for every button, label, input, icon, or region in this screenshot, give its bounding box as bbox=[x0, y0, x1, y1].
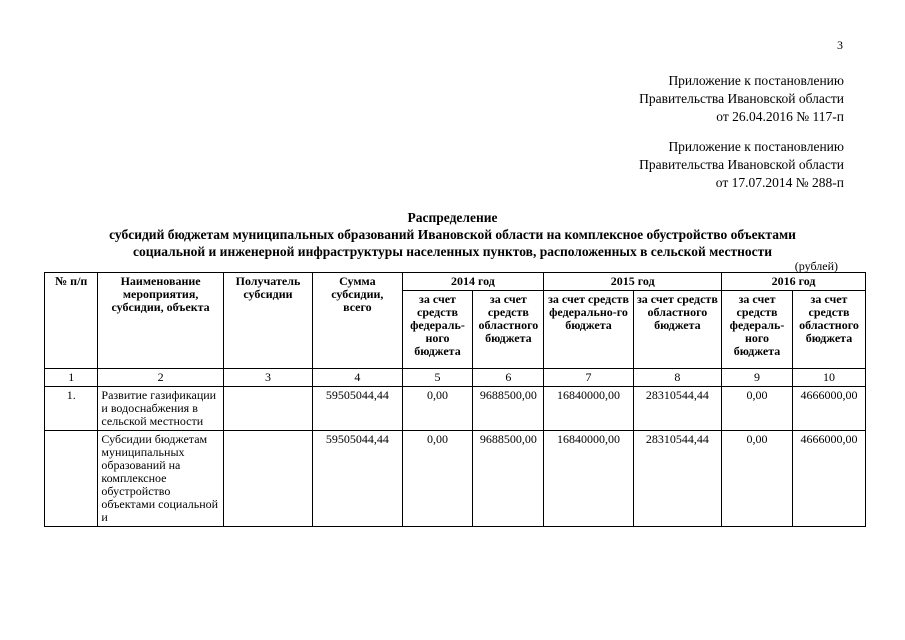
appendix-line: Правительства Ивановской области bbox=[639, 91, 844, 106]
document-title bbox=[40, 209, 865, 260]
header-source: за счет средств федераль-ного бюджета bbox=[722, 291, 793, 369]
row-value: 4666000,00 bbox=[792, 431, 865, 527]
column-index: 7 bbox=[544, 369, 633, 387]
appendix-line: Правительства Ивановской области bbox=[639, 157, 844, 172]
title-line: субсидий бюджетам муниципальных образований Ивановской области на комплексное обустройство объектами bbox=[109, 227, 796, 242]
row-value: 0,00 bbox=[402, 387, 473, 431]
column-index: 5 bbox=[402, 369, 473, 387]
subsidy-table bbox=[44, 272, 866, 527]
header-source: за счет средств федерально-го бюджета bbox=[544, 291, 633, 369]
title-line: Распределение bbox=[407, 210, 498, 225]
column-index: 1 bbox=[45, 369, 98, 387]
row-name: Развитие газификации и водоснабжения в сельской местности bbox=[98, 387, 223, 431]
units-label: (рублей) bbox=[794, 259, 838, 273]
row-number bbox=[45, 431, 98, 527]
header-recipient: Получатель субсидии bbox=[223, 273, 312, 369]
row-value: 16840000,00 bbox=[544, 431, 633, 527]
row-value: 0,00 bbox=[402, 431, 473, 527]
row-value: 9688500,00 bbox=[473, 387, 544, 431]
row-recipient bbox=[223, 431, 312, 527]
appendix-header-original bbox=[639, 138, 844, 192]
header-source: за счет средств федераль-ного бюджета bbox=[402, 291, 473, 369]
row-value: 28310544,44 bbox=[633, 431, 721, 527]
row-value: 4666000,00 bbox=[792, 387, 865, 431]
header-source: за счет средств областного бюджета bbox=[633, 291, 721, 369]
header-num: № п/п bbox=[45, 273, 98, 369]
column-index: 10 bbox=[792, 369, 865, 387]
header-row-years bbox=[45, 273, 866, 291]
header-year-2016: 2016 год bbox=[722, 273, 866, 291]
row-total: 59505044,44 bbox=[313, 431, 402, 527]
column-index: 6 bbox=[473, 369, 544, 387]
title-line: социальной и инженерной инфраструктуры населенных пунктов, расположенных в сельской местности bbox=[132, 244, 773, 259]
column-index: 9 bbox=[722, 369, 793, 387]
column-index-row bbox=[45, 369, 866, 387]
row-name: Субсидии бюджетам муниципальных образований на комплексное обустройство объектами социальной и bbox=[98, 431, 223, 527]
row-value: 0,00 bbox=[722, 431, 793, 527]
row-recipient bbox=[223, 387, 312, 431]
table-row bbox=[45, 431, 866, 527]
column-index: 4 bbox=[313, 369, 402, 387]
appendix-date: от 17.07.2014 № 288-п bbox=[715, 175, 844, 190]
appendix-date: от 26.04.2016 № 117-п bbox=[716, 109, 844, 124]
column-index: 8 bbox=[633, 369, 721, 387]
table-row bbox=[45, 387, 866, 431]
header-year-2014: 2014 год bbox=[402, 273, 544, 291]
appendix-header-current bbox=[639, 72, 844, 126]
row-total: 59505044,44 bbox=[313, 387, 402, 431]
row-value: 9688500,00 bbox=[473, 431, 544, 527]
column-index: 3 bbox=[223, 369, 312, 387]
page-number: 3 bbox=[837, 38, 843, 52]
header-year-2015: 2015 год bbox=[544, 273, 722, 291]
header-total: Сумма субсидии, всего bbox=[313, 273, 402, 369]
header-name: Наименование мероприятия, субсидии, объекта bbox=[98, 273, 223, 369]
row-number: 1. bbox=[45, 387, 98, 431]
header-source: за счет средств областного бюджета bbox=[792, 291, 865, 369]
appendix-line: Приложение к постановлению bbox=[668, 73, 844, 88]
row-value: 16840000,00 bbox=[544, 387, 633, 431]
appendix-line: Приложение к постановлению bbox=[668, 139, 844, 154]
row-value: 28310544,44 bbox=[633, 387, 721, 431]
row-value: 0,00 bbox=[722, 387, 793, 431]
header-source: за счет средств областного бюджета bbox=[473, 291, 544, 369]
column-index: 2 bbox=[98, 369, 223, 387]
